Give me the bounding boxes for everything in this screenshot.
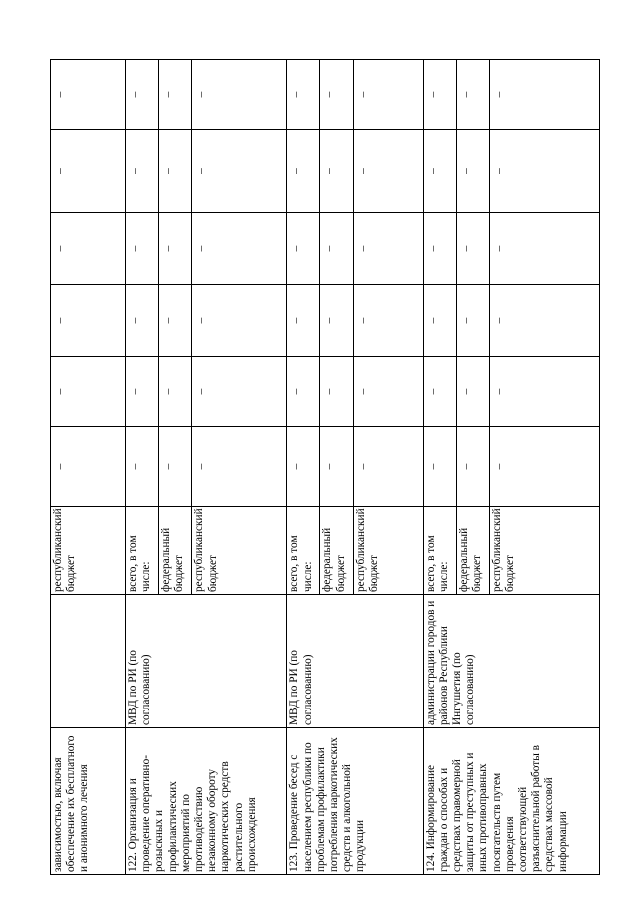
source-label: республиканский бюджет (52, 508, 78, 592)
value-cell: – (192, 285, 287, 357)
value-cell: – (353, 130, 423, 213)
value-cell: – (287, 357, 320, 427)
value-cell: – (192, 213, 287, 285)
value-cell: – (353, 213, 423, 285)
rotated-page (50, 60, 600, 875)
value-cell: – (287, 285, 320, 357)
value-cell: – (159, 427, 192, 507)
value-cell: – (353, 285, 423, 357)
value-cell: – (51, 357, 126, 427)
value-cell: – (51, 427, 126, 507)
value-cell: – (287, 130, 320, 213)
value-cell: – (456, 357, 489, 427)
value-cell: – (320, 427, 353, 507)
value-cell: – (353, 357, 423, 427)
value-cell: – (51, 285, 126, 357)
program-measures-table (50, 59, 600, 875)
source-label: всего, в том числе: (126, 507, 159, 595)
value-cell: – (490, 285, 600, 357)
value-cell: – (423, 285, 456, 357)
value-cell: – (287, 427, 320, 507)
value-cell: – (353, 60, 423, 130)
value-cell: – (51, 60, 126, 130)
value-cell: – (423, 130, 456, 213)
source-label: республиканский бюджет (192, 507, 287, 595)
value-cell: – (423, 357, 456, 427)
value-cell: – (423, 60, 456, 130)
value-cell: – (456, 130, 489, 213)
table-row (126, 60, 159, 875)
source-label: федеральный бюджет (159, 507, 192, 595)
value-cell: – (353, 427, 423, 507)
value-cell: – (287, 60, 320, 130)
measure-cell: 123. Проведение бесед с населением республики по проблемам профилактики потребления наркотических средств и алкогольной продукции (287, 728, 423, 875)
source-cell (51, 507, 126, 595)
measure-cell: 124. Информирование граждан о способах и средствах правомерной защиты от преступных и иных противоправных посягательств путем проведения соответствующей разъяснительной работы в средствах массовой информации (423, 728, 599, 875)
value-cell: – (287, 213, 320, 285)
value-cell: – (320, 130, 353, 213)
source-label: республиканский бюджет (490, 507, 600, 595)
value-cell: – (456, 427, 489, 507)
value-cell: – (456, 60, 489, 130)
value-cell: – (126, 213, 159, 285)
value-cell: – (159, 213, 192, 285)
value-cell: – (126, 60, 159, 130)
value-cell: – (490, 427, 600, 507)
value-cell: – (320, 213, 353, 285)
executor-cell (51, 595, 126, 728)
value-cell: – (159, 60, 192, 130)
value-cell: – (192, 130, 287, 213)
value-cell: – (51, 130, 126, 213)
measure-cell: 122. Организация и проведение оперативно-розыскных и профилактических мероприятий по противодействию незаконному обороту наркотических средств растительного происхождения (126, 728, 287, 875)
value-cell: – (490, 60, 600, 130)
value-cell: – (126, 357, 159, 427)
source-label: федеральный бюджет (320, 507, 353, 595)
value-cell: – (490, 357, 600, 427)
value-cell: – (320, 357, 353, 427)
executor-cell: МВД по РИ (по согласованию) (287, 595, 423, 728)
table-row (423, 60, 456, 875)
value-cell: – (423, 213, 456, 285)
value-cell: – (192, 60, 287, 130)
value-cell: – (126, 285, 159, 357)
value-cell: – (456, 285, 489, 357)
value-cell: – (192, 357, 287, 427)
value-cell: – (159, 357, 192, 427)
value-cell: – (456, 213, 489, 285)
table-row (287, 60, 320, 875)
value-cell: – (51, 213, 126, 285)
executor-cell: МВД по РИ (по согласованию) (126, 595, 287, 728)
value-cell: – (423, 427, 456, 507)
measure-cell: зависимостью, включая обеспечение их бесплатного и анонимного лечения (51, 728, 126, 875)
source-label: всего, в том числе: (287, 507, 320, 595)
value-cell: – (159, 285, 192, 357)
value-cell: – (490, 213, 600, 285)
value-cell: – (126, 427, 159, 507)
value-cell: – (320, 285, 353, 357)
source-label: федеральный бюджет (456, 507, 489, 595)
table-row (51, 60, 126, 875)
value-cell: – (320, 60, 353, 130)
value-cell: – (490, 130, 600, 213)
value-cell: – (159, 130, 192, 213)
executor-cell: администрации городов и районов Республики Ингушетия (по согласованию) (423, 595, 599, 728)
value-cell: – (192, 427, 287, 507)
value-cell: – (126, 130, 159, 213)
source-label: республиканский бюджет (353, 507, 423, 595)
source-label: всего, в том числе: (423, 507, 456, 595)
